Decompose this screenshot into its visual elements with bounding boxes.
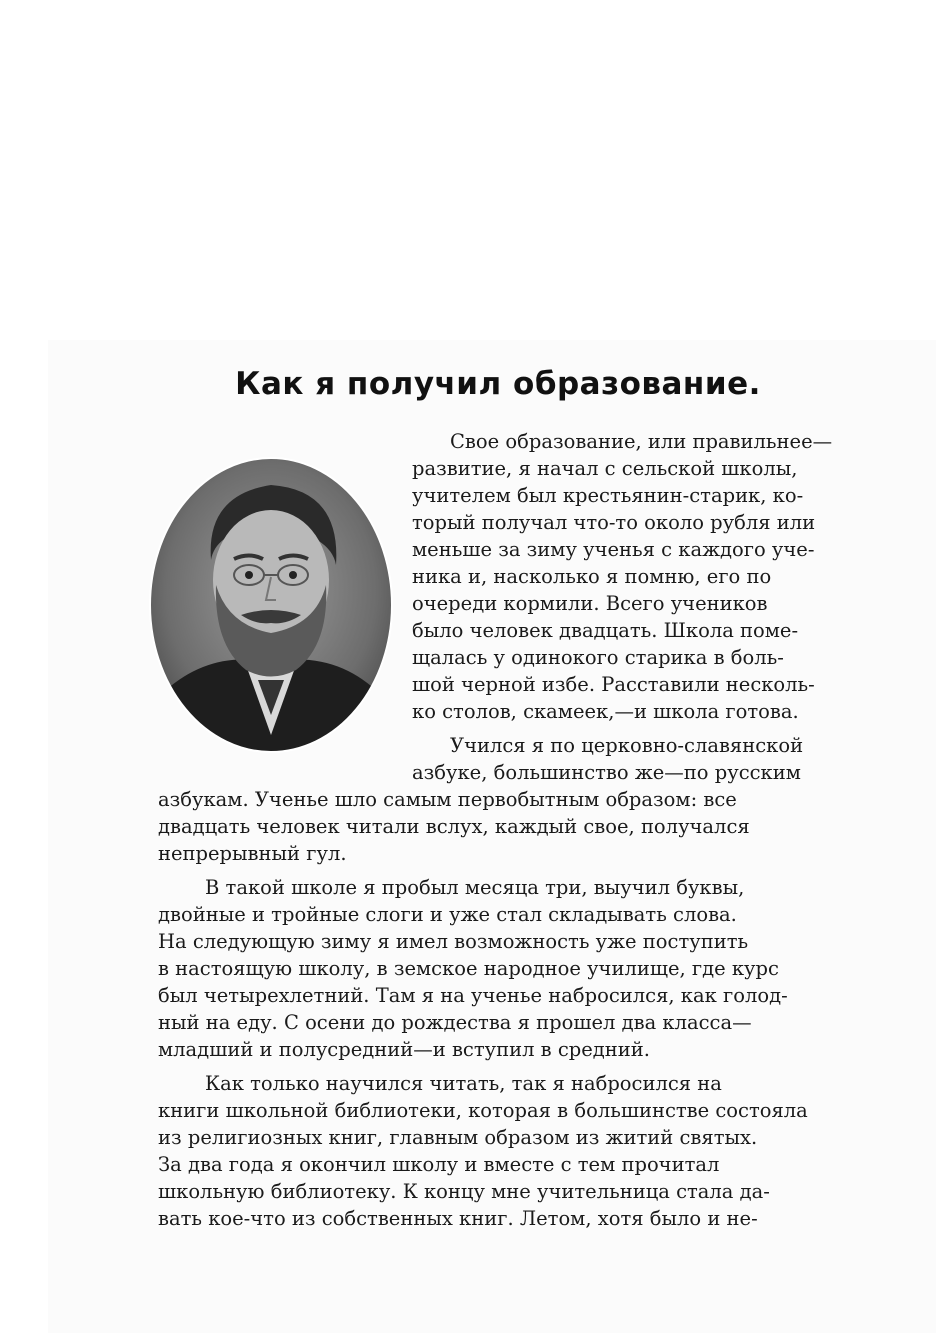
text-line: вать кое-что из собственных книг. Летом, хотя было и не- [158, 1207, 758, 1230]
text-line: очереди кормили. Всего учеников [412, 592, 768, 615]
text-line: В такой школе я пробыл месяца три, выучил буквы, [205, 876, 745, 899]
text-line: двойные и тройные слоги и уже стал складывать слова. [158, 903, 737, 926]
text-line: азбуке, большинство же—по русским [412, 761, 801, 784]
portrait-photo [146, 455, 396, 755]
text-line: из религиозных книг, главным образом из житий святых. [158, 1126, 758, 1149]
text-line: школьную библиотеку. К концу мне учительница стала да- [158, 1180, 770, 1203]
text-line: шой черной избе. Расставили несколь- [412, 673, 815, 696]
text-line: книги школьной библиотеки, которая в большинстве состояла [158, 1099, 808, 1122]
text-line: непрерывный гул. [158, 842, 347, 865]
text-line: азбукам. Ученье шло самым первобытным образом: все [158, 788, 737, 811]
text-line: щалась у одинокого старика в боль- [412, 646, 784, 669]
text-line: ко столов, скамеек,—и школа готова. [412, 700, 799, 723]
text-line: Как только научился читать, так я набросился на [205, 1072, 722, 1095]
text-line: Свое образование, или правильнее— [450, 430, 833, 453]
text-line: развитие, я начал с сельской школы, [412, 457, 798, 480]
text-line: торый получал что-то около рубля или [412, 511, 816, 534]
text-line: учителем был крестьянин-старик, ко- [412, 484, 804, 507]
text-line: ника и, насколько я помню, его по [412, 565, 772, 588]
text-line: в настоящую школу, в земское народное училище, где курс [158, 957, 779, 980]
text-line: меньше за зиму ученья с каждого уче- [412, 538, 815, 561]
text-line: ный на еду. С осени до рождества я прошел два класса— [158, 1011, 752, 1034]
text-line: двадцать человек читали вслух, каждый свое, получался [158, 815, 750, 838]
text-line: был четырехлетний. Там я на ученье набросился, как голод- [158, 984, 788, 1007]
text-line: младший и полусредний—и вступил в средний. [158, 1038, 650, 1061]
text-line: было человек двадцать. Школа поме- [412, 619, 799, 642]
text-line: На следующую зиму я имел возможность уже поступить [158, 930, 749, 953]
text-line: За два года я окончил школу и вместе с тем прочитал [158, 1153, 720, 1176]
page-title: Как я получил образование. [235, 366, 761, 402]
text-line: Учился я по церковно-славянской [450, 734, 804, 757]
